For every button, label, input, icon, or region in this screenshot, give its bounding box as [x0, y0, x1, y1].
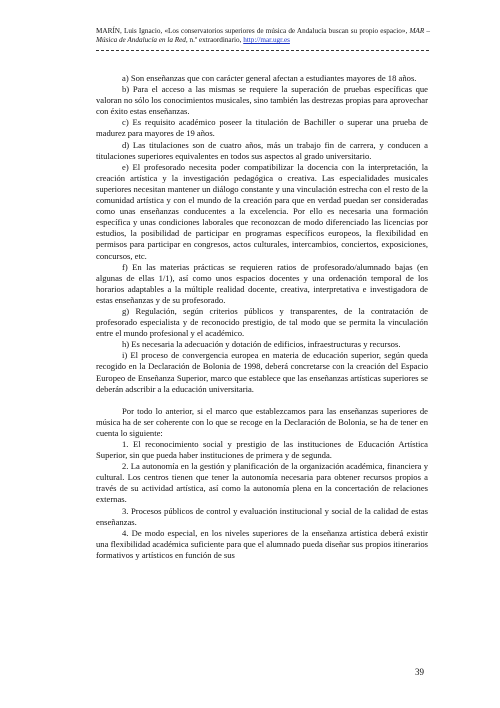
paragraph-a: a) Son enseñanzas que con carácter general afectan a estudiantes mayores de 18 años.: [122, 73, 417, 83]
header-author: MARÍN: [96, 27, 120, 35]
header-issue: , n.º extraordinario,: [185, 36, 244, 45]
header-divider: [96, 50, 429, 51]
paragraph-c: c) Es requisito académico poseer la titulación de Bachiller o superar una prueba de madurez para mayores de 19 años.: [96, 117, 428, 139]
body-text: [96, 73, 428, 561]
header-citation: , Luis Ignacio, «Los conservatorios superiores de música de Andalucía buscan su propio espacio»,: [119, 27, 408, 35]
page-number: 39: [415, 667, 424, 677]
paragraph-point-2: 2. La autonomía en la gestión y planificación de la organización académica, financiera y cultural. Los centros tienen que tener la autonomía necesaria para obtener recursos propios a través de su actividad artística, así como la autonomía plena en la concertación de relaciones externas.: [96, 461, 428, 505]
paragraph-g: g) Regulación, según criterios públicos y transparentes, de la contratación de profesorado especialista y de reconocido prestigio, de tal modo que se permita la vinculación entre el mundo profesional y el académico.: [96, 305, 428, 339]
paragraph-point-4: 4. De modo especial, en los niveles superiores de la enseñanza artística deberá existir una flexibilidad académica suficiente para que el alumnado pueda diseñar sus propios itinerarios formativos y artísticos en función de sus: [96, 527, 428, 560]
paragraph-d: d) Las titulaciones son de cuatro años, más un trabajo fin de carrera, y conducen a titulaciones superiores equivalentes en todos sus aspectos al grado universitario.: [96, 139, 428, 161]
paragraph-conclusion-intro: Por todo lo anterior, si el marco que establezcamos para las enseñanzas superiores de música ha de ser coherente con lo que se recoge en la Declaración de Bolonia, se ha de tener en cuenta lo siguiente:: [96, 405, 428, 438]
paragraph-i: i) El proceso de convergencia europea en materia de educación superior, según queda recogido en la Declaración de Bolonia de 1998, deberá concretarse con la creación del Espacio Europeo de Enseñanza Superior, marco que establece que las enseñanzas artísticas superiores se deberán adscribir a la educación universitaria.: [96, 350, 428, 394]
paragraph-h: h) Es necesaria la adecuación y dotación de edificios, infraestructuras y recursos.: [122, 339, 401, 350]
paragraph-b: b) Para el acceso a las mismas se requiere la superación de pruebas específicas que valoran no sólo los conocimientos musicales, sino también las destrezas propias para aprovechar con éxito estas enseñanzas.: [96, 84, 428, 117]
paragraph-point-3: 3. Procesos públicos de control y evaluación institucional y social de la calidad de estas enseñanzas.: [96, 505, 428, 527]
header-journal: MAR – Música de Andalucía en la Red: [96, 27, 430, 45]
header-url-link[interactable]: http://mar.ugr.es: [243, 36, 290, 45]
paragraph-f: f) En las materias prácticas se requieren ratios de profesorado/alumnado bajas (en algunas de ellas 1/1), así como unos espacios docentes y una ordenación temporal de los horarios adaptables a la múltiple realidad docente, creativa, interpretativa e investigadora de estas enseñanzas y de su profesorado.: [96, 261, 428, 305]
paragraph-point-1: 1. El reconocimiento social y prestigio de las instituciones de Educación Artística Superior, sin que pueda haber instituciones de primera y de segunda.: [96, 439, 428, 461]
paragraph-e: e) El profesorado necesita poder compatibilizar la docencia con la interpretación, la creación artística y la investigación pedagógica o creativa. Las especialidades musicales superiores necesitan mantener un diálogo constante y una vinculación estrecha con el resto de la comunidad artística y con el mundo de la creación para que en verdad puedan ser consideradas como unas enseñanzas conducentes a la excelencia. Por ello es necesaria una formación específica y unas condiciones laborales que reconozcan de modo diferenciado las licencias por estudios, la posibilidad de participar en programas específicos europeos, la flexibilidad en permisos para participar en congresos, actos culturales, intercambios, conciertos, exposiciones, concursos, etc.: [96, 161, 428, 261]
running-header: [96, 27, 430, 46]
